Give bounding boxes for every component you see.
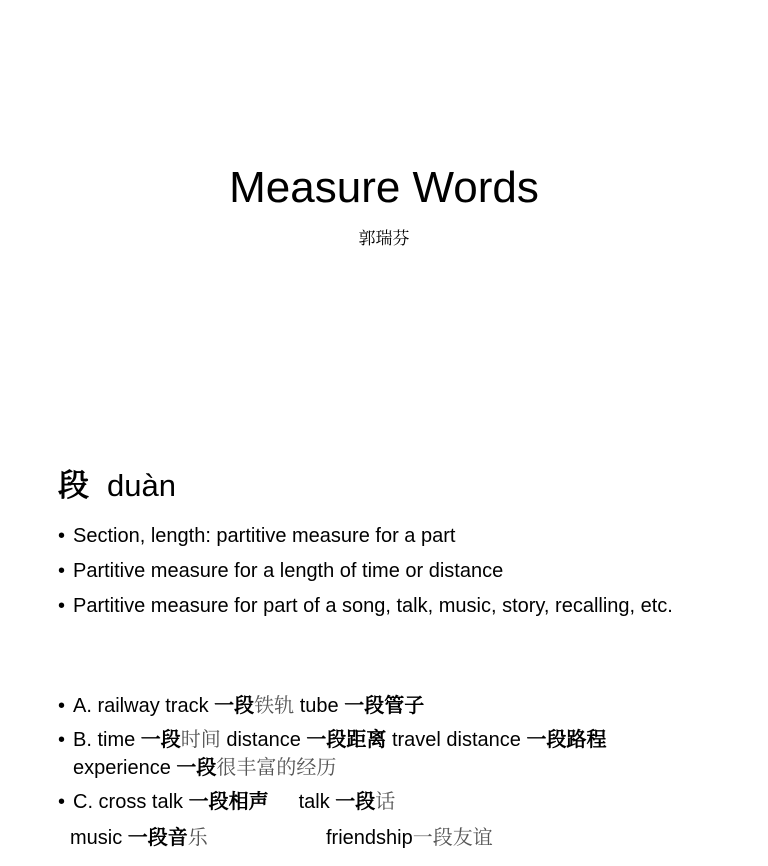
measure-word: 一段相声 bbox=[188, 791, 269, 813]
example-label: distance bbox=[220, 729, 307, 751]
example-list bbox=[58, 692, 748, 822]
example-noun: 一段友谊 bbox=[412, 827, 493, 849]
example-label: experience bbox=[73, 757, 177, 779]
example-continuation-row bbox=[70, 824, 493, 852]
measure-word: 一段路程 bbox=[526, 729, 607, 751]
list-item bbox=[58, 522, 748, 550]
example-label: talk bbox=[298, 791, 336, 813]
example-noun: 乐 bbox=[187, 827, 208, 849]
measure-word: 一段 bbox=[176, 757, 217, 779]
example-label: C. cross talk bbox=[73, 791, 189, 813]
definition-text: Section, length: partitive measure for a part bbox=[73, 525, 456, 547]
measure-word: 一段 bbox=[214, 695, 255, 717]
bullet-icon: • bbox=[58, 525, 66, 547]
example-item-b bbox=[58, 726, 748, 782]
example-item-c bbox=[58, 788, 748, 816]
bullet-icon: • bbox=[58, 695, 66, 717]
example-noun: 很丰富的经历 bbox=[216, 757, 337, 779]
example-label: tube bbox=[294, 695, 345, 717]
measure-word: 一段管子 bbox=[344, 695, 425, 717]
bullet-icon: • bbox=[58, 791, 66, 813]
content-slide bbox=[0, 432, 768, 866]
example-item-a bbox=[58, 692, 748, 720]
definition-list bbox=[58, 522, 748, 627]
bullet-icon: • bbox=[58, 595, 66, 617]
heading-pinyin: duàn bbox=[107, 468, 176, 503]
slide-subtitle: 郭瑞芬 bbox=[358, 229, 410, 248]
measure-word: 一段音 bbox=[127, 827, 188, 849]
heading-character: 段 bbox=[58, 468, 89, 503]
example-label: B. time bbox=[73, 729, 141, 751]
list-item bbox=[58, 592, 748, 620]
example-label: music bbox=[70, 827, 128, 849]
measure-word: 一段距离 bbox=[306, 729, 387, 751]
example-label: A. railway track bbox=[73, 695, 215, 717]
slide-title: Measure Words bbox=[229, 163, 539, 212]
example-noun: 时间 bbox=[180, 729, 221, 751]
example-label: travel distance bbox=[386, 729, 527, 751]
example-noun: 话 bbox=[375, 791, 396, 813]
bullet-icon: • bbox=[58, 729, 66, 751]
measure-word: 一段 bbox=[140, 729, 181, 751]
slide-heading bbox=[58, 466, 176, 506]
example-noun: 铁轨 bbox=[254, 695, 295, 717]
title-slide bbox=[0, 0, 768, 432]
bullet-icon: • bbox=[58, 560, 66, 582]
example-label: friendship bbox=[326, 827, 413, 849]
definition-text: Partitive measure for part of a song, talk, music, story, recalling, etc. bbox=[73, 595, 673, 617]
definition-text: Partitive measure for a length of time or distance bbox=[73, 560, 504, 582]
list-item bbox=[58, 557, 748, 585]
measure-word: 一段 bbox=[335, 791, 376, 813]
